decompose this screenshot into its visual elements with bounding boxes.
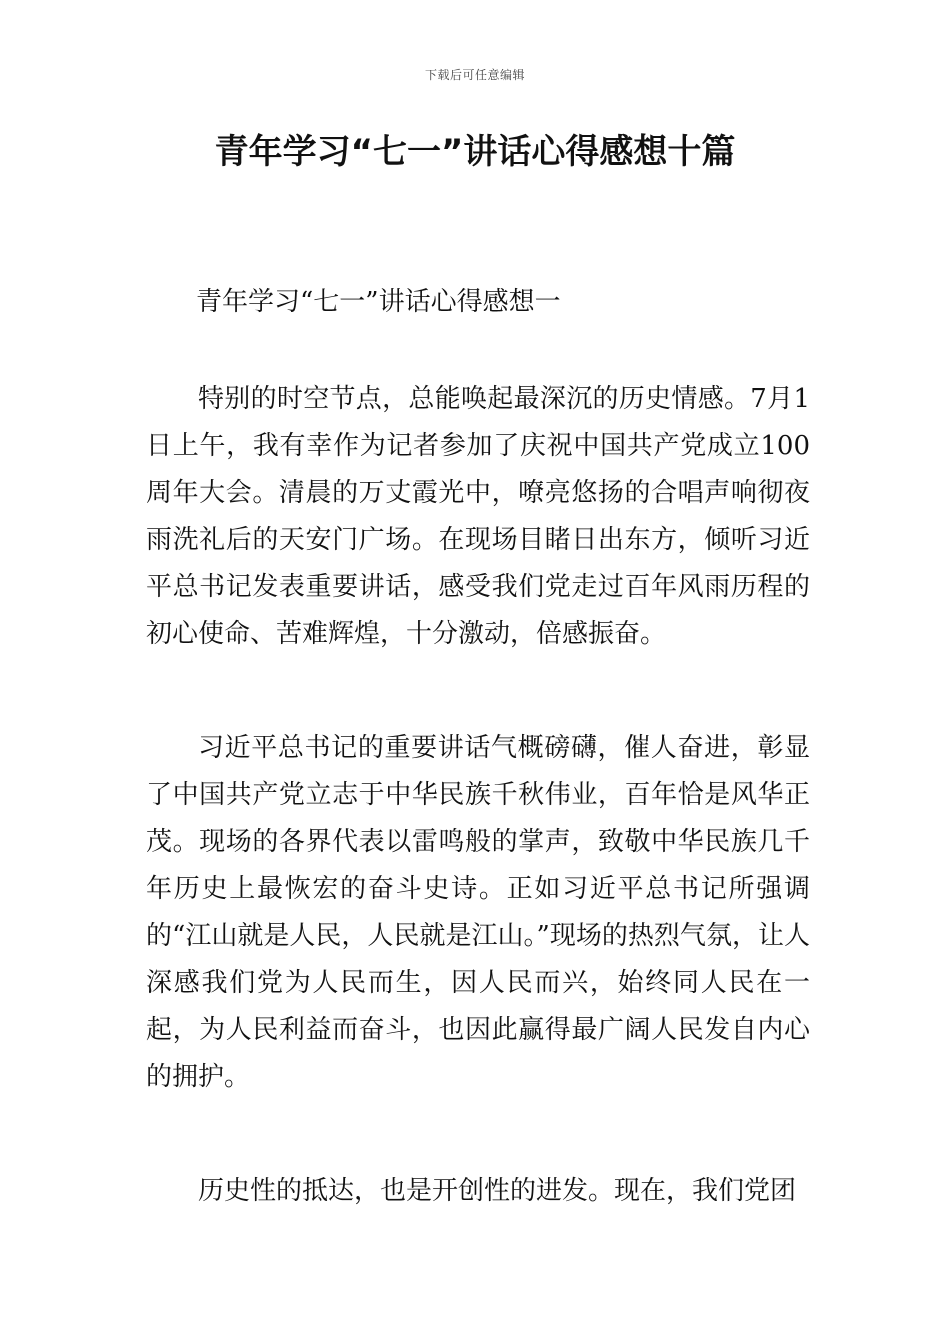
document-title: 青年学习“七一”讲话心得感想十篇 [214, 132, 736, 172]
header-note: 下载后可任意编辑 [424, 68, 525, 82]
paragraph-1: 特别的时空节点，总能唤起最深沉的历史情感。7月1日上午，我有幸作为记者参加了庆祝中国共产党成立100周年大会。清晨的万丈霞光中，嘹亮悠扬的合唱声响彻夜雨洗礼后的天安门广场。在现场目睹日出东方，倾听习近平总书记发表重要讲话，感受我们党走过百年风雨历程的初心使命、苦难辉煌，十分激动，倍感振奋。 [146, 384, 810, 649]
paragraph-2: 习近平总书记的重要讲话气概磅礴，催人奋进，彰显了中国共产党立志于中华民族千秋伟业，百年恰是风华正茂。现场的各界代表以雷鸣般的掌声，致敬中华民族几千年历史上最恢宏的奋斗史诗。正如习近平总书记所强调的“江山就是人民，人民就是江山。”现场的热烈气氛，让人深感我们党为人民而生，因人民而兴，始终同人民在一起，为人民利益而奋斗，也因此赢得最广阔人民发自内心的拥护。 [146, 733, 810, 1092]
paragraph-3: 历史性的抵达，也是开创性的进发。现在，我们党团 [198, 1176, 797, 1206]
section-heading: 青年学习“七一”讲话心得感想一 [196, 287, 561, 317]
